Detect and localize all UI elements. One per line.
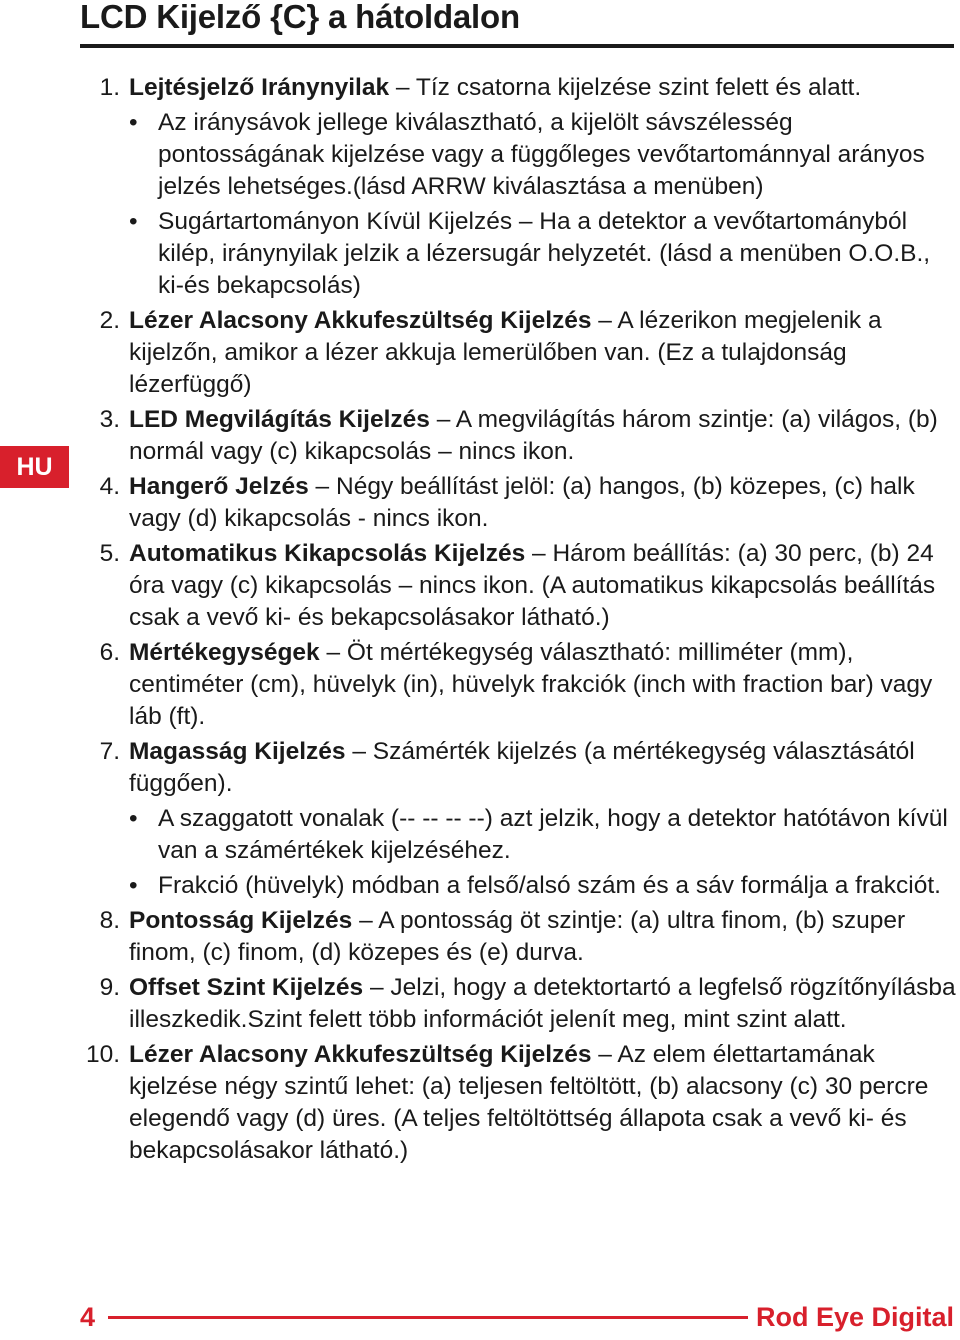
item-number: 2.: [99, 307, 120, 334]
item-body: Lézer Alacsony Akkufeszültség Kijelzés – Az elem élettartamának kjelzése négy szintű lehet: (a) teljesen feltöltött, (b) alacsony (c) 30 percre elegendő vagy (d) üres. (A teljes feltöltöttség állapota csak a vevő ki- és bekapcsolásakor látható.): [129, 1041, 929, 1164]
page-title: LCD Kijelző {C} a hátoldalon: [80, 0, 520, 35]
brand-name: Rod Eye Digital: [755, 1302, 954, 1332]
feature-list: [80, 72, 956, 1170]
item-description: A megvilágítás három szintje: (a) világos, (b) normál vagy (c) kikapcsolás – nincs ikon.: [129, 406, 938, 465]
item-title: Automatikus Kikapcsolás Kijelzés: [129, 540, 526, 567]
list-item: [80, 538, 956, 634]
list-item: [80, 1039, 956, 1167]
bullet-text: A szaggatott vonalak (-- -- -- --) azt jelzik, hogy a detektor hatótávon kívül van a számértékek kijelzéséhez.: [158, 805, 948, 864]
item-description: Az elem élettartamának kjelzése négy szintű lehet: (a) teljesen feltöltött, (b) alacsony (c) 30 percre elegendő vagy (d) üres. (A teljes feltöltöttség állapota csak a vevő ki- és bekapcsolásakor látható.): [129, 1041, 929, 1164]
language-tab-label: HU: [16, 452, 53, 481]
item-body: Offset Szint Kijelzés – Jelzi, hogy a detektortartó a legfelső rögzítőnyílásba illeszkedik.Szint felett több információt jelenít meg, mint szint alatt.: [129, 974, 956, 1033]
item-body: Magasság Kijelzés – Számérték kijelzés (a mértékegység választásától függően).: [129, 738, 915, 797]
item-body: Automatikus Kikapcsolás Kijelzés – Három beállítás: (a) 30 perc, (b) 24 óra vagy (c) kikapcsolás – nincs ikon. (A automatikus kikapcsolás beállítás csak a vevő ki- és bekapcsolásakor látható.): [129, 540, 936, 631]
item-title: Lézer Alacsony Akkufeszültség Kijelzés: [129, 1041, 592, 1068]
item-title: Hangerő Jelzés: [129, 473, 309, 500]
bullet-icon: •: [129, 805, 138, 832]
page-number: 4: [80, 1302, 96, 1332]
bullet-item: [129, 206, 956, 302]
bullet-item: [129, 870, 956, 902]
item-number: 5.: [99, 540, 120, 567]
item-body: Lejtésjelző Iránynyilak – Tíz csatorna kijelzése szint felett és alatt.: [129, 74, 862, 101]
item-body: Mértékegységek – Öt mértékegység választható: milliméter (mm), centiméter (cm), hüvelyk (in), hüvelyk frakciók (inch with fraction bar) vagy láb (ft).: [129, 639, 933, 730]
item-description: Jelzi, hogy a detektortartó a legfelső rögzítőnyílásba illeszkedik.Szint felett több információt jelenít meg, mint szint alatt.: [129, 974, 956, 1033]
item-body: Hangerő Jelzés – Négy beállítást jelöl: (a) hangos, (b) közepes, (c) halk vagy (d) kikapcsolás - nincs ikon.: [129, 473, 915, 532]
footer-divider: [108, 1316, 748, 1319]
item-title: Mértékegységek: [129, 639, 320, 666]
list-item: [80, 72, 956, 302]
item-number: 6.: [99, 639, 120, 666]
item-description: Számérték kijelzés (a mértékegység választásától függően).: [129, 738, 915, 797]
list-item: [80, 471, 956, 535]
bullet-icon: •: [129, 872, 138, 899]
item-number: 7.: [99, 738, 120, 765]
bullet-item: [129, 803, 956, 867]
bullet-text: Sugártartományon Kívül Kijelzés – Ha a detektor a vevőtartományból kilép, iránynyilak jelzik a lézersugár helyzetét. (lásd a menüben O.O.B., ki-és bekapcsolás): [158, 208, 931, 299]
bullet-text: Frakció (hüvelyk) módban a felső/alsó szám és a sáv formálja a frakciót.: [158, 872, 941, 899]
item-description: A pontosság öt szintje: (a) ultra finom, (b) szuper finom, (c) finom, (d) közepes és (e) durva.: [129, 907, 906, 966]
item-number: 10.: [85, 1041, 120, 1068]
list-item: [80, 972, 956, 1036]
item-number: 8.: [99, 907, 120, 934]
item-number: 4.: [99, 473, 120, 500]
item-body: LED Megvilágítás Kijelzés – A megvilágítás három szintje: (a) világos, (b) normál vagy (c) kikapcsolás – nincs ikon.: [129, 406, 938, 465]
list-item: [80, 404, 956, 468]
list-item: [80, 905, 956, 969]
item-body: Pontosság Kijelzés – A pontosság öt szintje: (a) ultra finom, (b) szuper finom, (c) finom, (d) közepes és (e) durva.: [129, 907, 906, 966]
list-item: [80, 637, 956, 733]
item-description: Öt mértékegység választható: milliméter (mm), centiméter (cm), hüvelyk (in), hüvelyk frakciók (inch with fraction bar) vagy láb (ft).: [129, 639, 933, 730]
item-number: 9.: [99, 974, 120, 1001]
list-item: [80, 305, 956, 401]
item-description: A lézerikon megjelenik a kijelzőn, amikor a lézer akkuja lemerülőben van. (Ez a tulajdonság lézerfüggő): [129, 307, 882, 398]
item-description: Négy beállítást jelöl: (a) hangos, (b) közepes, (c) halk vagy (d) kikapcsolás - nincs ikon.: [129, 473, 915, 532]
item-title: Lejtésjelző Iránynyilak: [129, 74, 390, 101]
item-title: Magasság Kijelzés: [129, 738, 346, 765]
item-title: Lézer Alacsony Akkufeszültség Kijelzés: [129, 307, 592, 334]
item-number: 1.: [99, 74, 120, 101]
bullet-icon: •: [129, 208, 138, 235]
item-title: Offset Szint Kijelzés: [129, 974, 364, 1001]
item-description: Három beállítás: (a) 30 perc, (b) 24 óra vagy (c) kikapcsolás – nincs ikon. (A automatikus kikapcsolás beállítás csak a vevő ki- és bekapcsolásakor látható.): [129, 540, 936, 631]
list-item: [80, 736, 956, 902]
bullet-icon: •: [129, 109, 138, 136]
item-description: Tíz csatorna kijelzése szint felett és alatt.: [415, 74, 862, 101]
item-title: LED Megvilágítás Kijelzés: [129, 406, 430, 433]
bullet-item: [129, 107, 956, 203]
title-divider: [80, 44, 954, 48]
item-number: 3.: [99, 406, 120, 433]
bullet-text: Az iránysávok jellege kiválasztható, a kijelölt sávszélesség pontosságának kijelzése vagy a függőleges vevőtartománnyal arányos jelzés lehetséges.(lásd ARRW kiválasztása a menüben): [158, 109, 925, 200]
item-title: Pontosság Kijelzés: [129, 907, 353, 934]
item-body: Lézer Alacsony Akkufeszültség Kijelzés – A lézerikon megjelenik a kijelzőn, amikor a lézer akkuja lemerülőben van. (Ez a tulajdonság lézerfüggő): [129, 307, 882, 398]
language-tab: [0, 446, 69, 488]
